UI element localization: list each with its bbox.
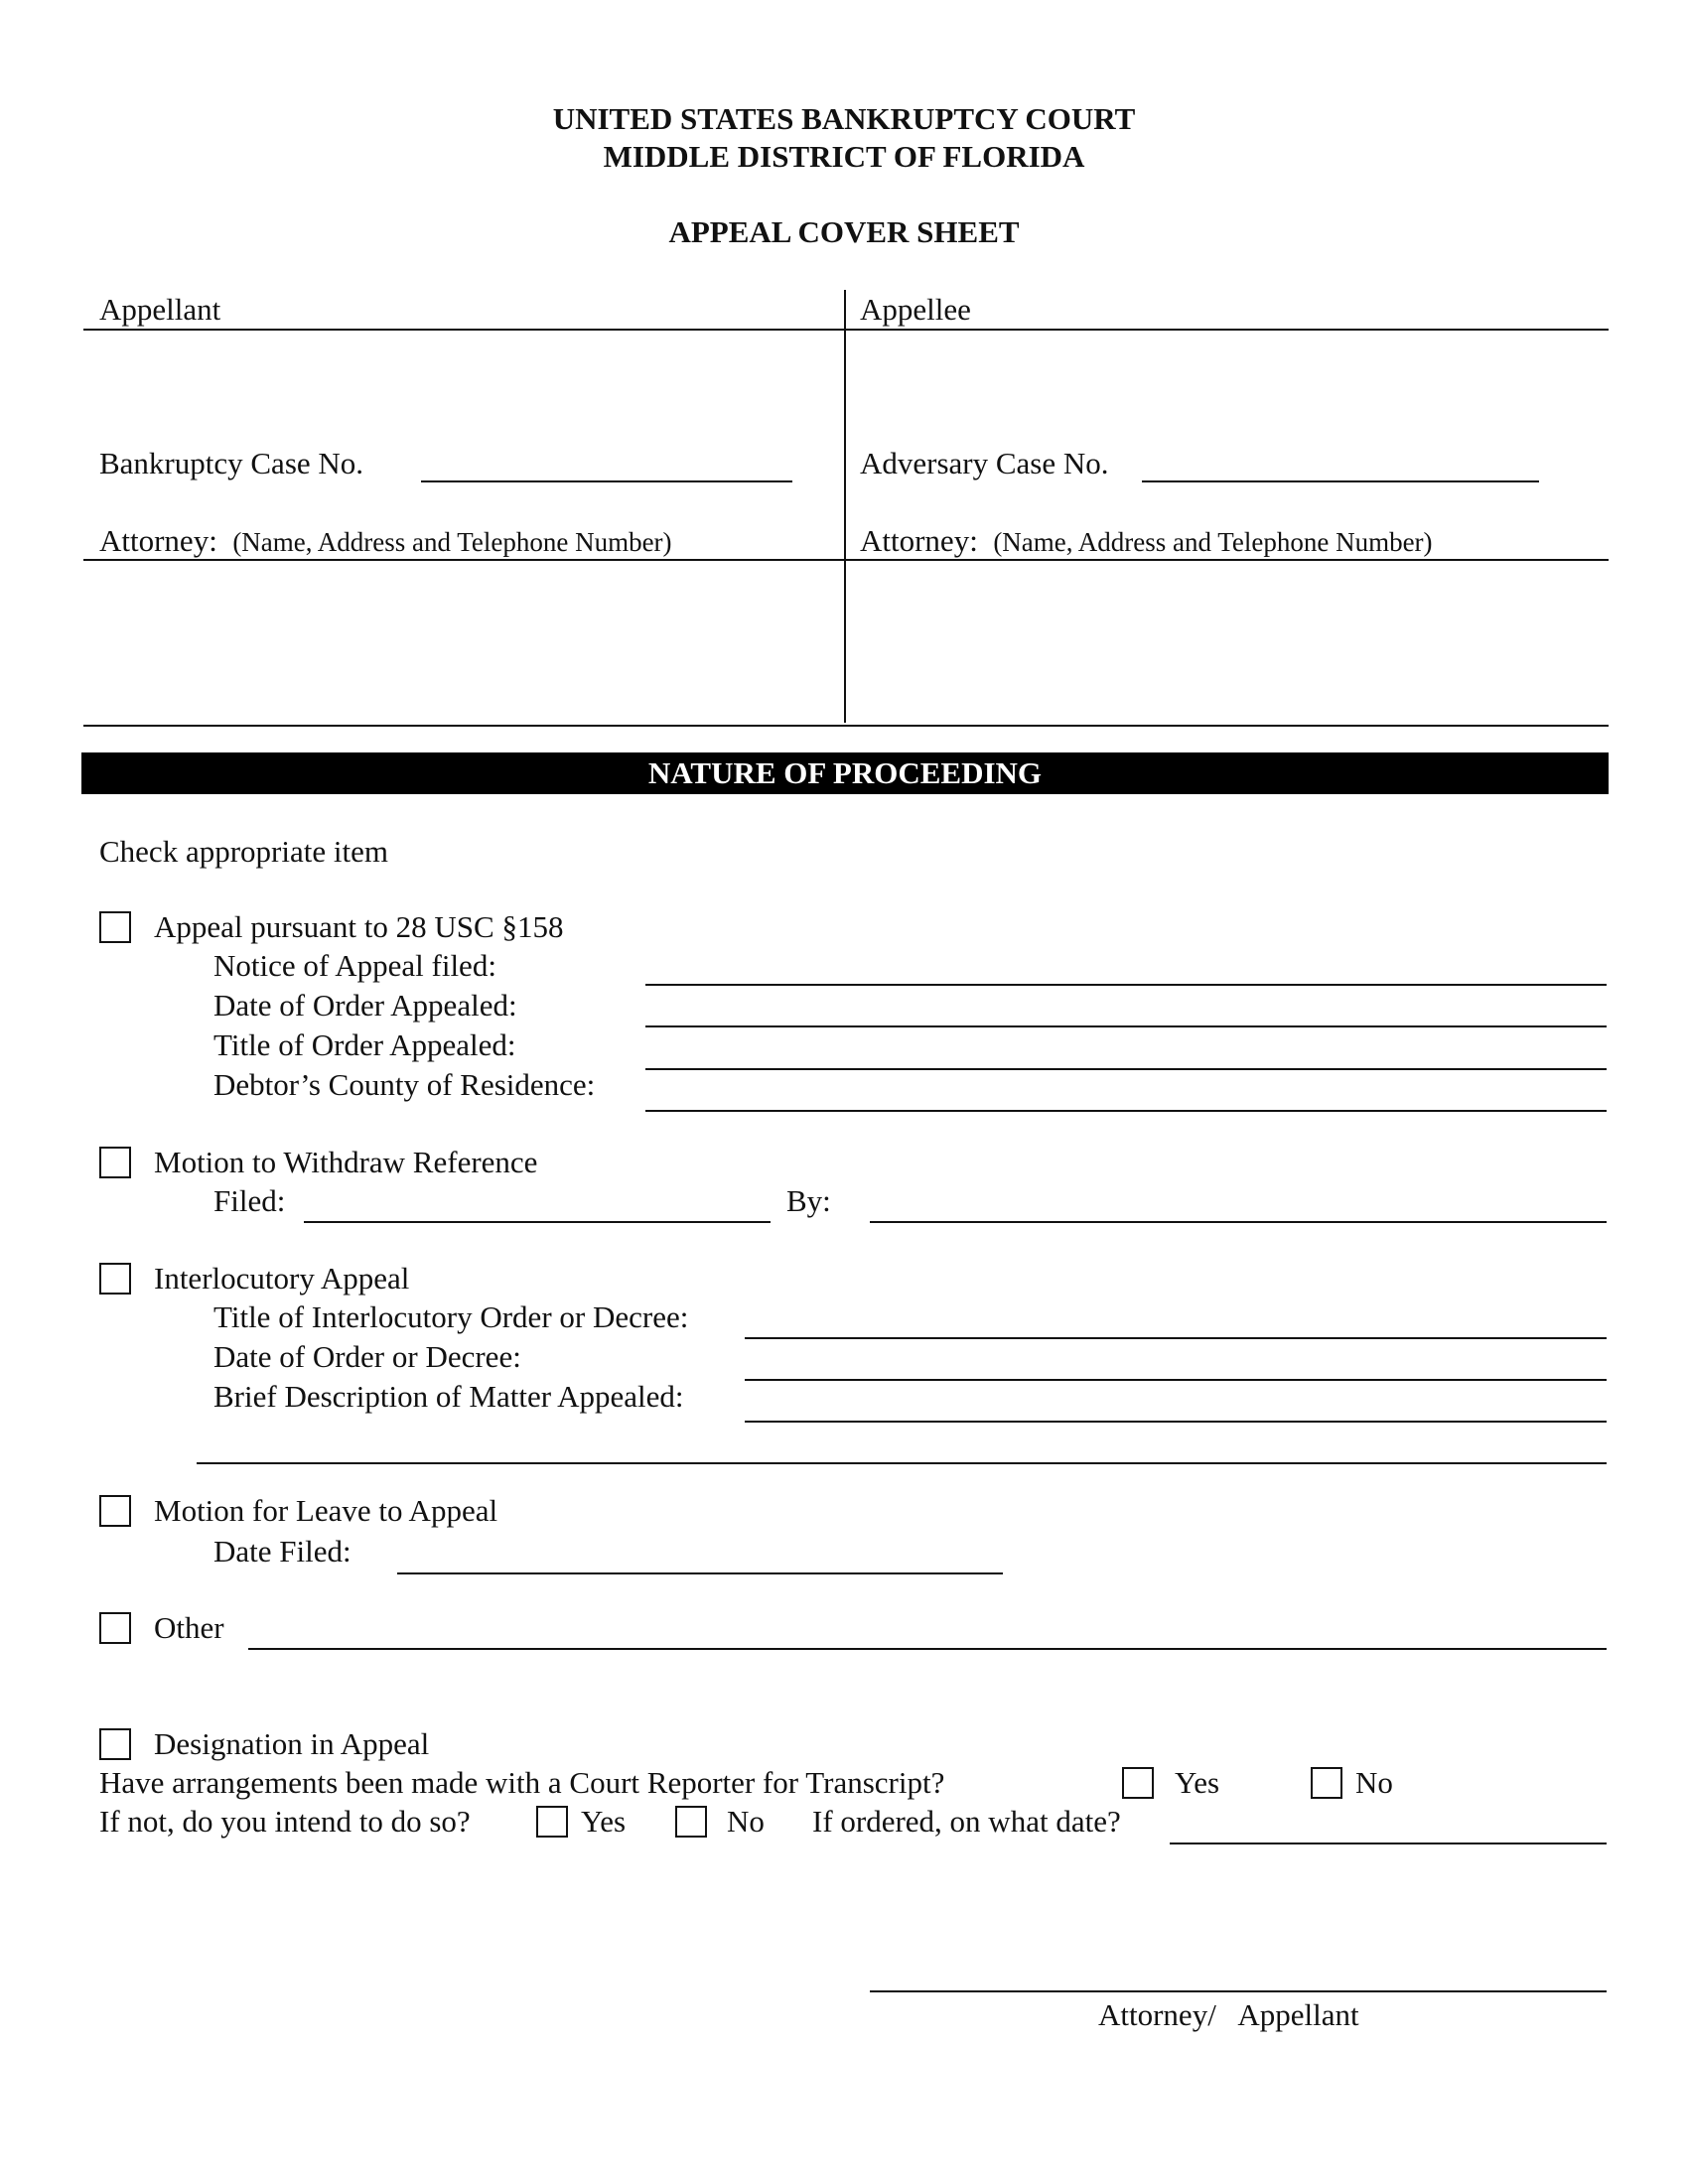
county-label: Debtor’s County of Residence: [213, 1067, 596, 1102]
appellant-label: Appellant [99, 292, 221, 327]
designation-checkbox[interactable] [99, 1728, 131, 1760]
interlocutory-description-line [745, 1421, 1607, 1423]
withdraw-by-line [870, 1221, 1607, 1223]
withdraw-checkbox[interactable] [99, 1147, 131, 1178]
date-order-line [645, 1025, 1607, 1027]
transcript-no-checkbox[interactable] [1311, 1767, 1342, 1799]
title-order-label: Title of Order Appealed: [213, 1027, 516, 1062]
county-line [645, 1110, 1607, 1112]
section-banner [81, 752, 1609, 794]
interlocutory-title-field[interactable] [745, 1302, 1607, 1336]
appellant-attorney-hint: (Name, Address and Telephone Number) [232, 527, 672, 557]
interlocutory-description-field-2[interactable] [197, 1428, 1607, 1461]
section-banner-text: NATURE OF PROCEEDING [647, 755, 1043, 790]
parties-bottom-rule [83, 725, 1609, 727]
county-field[interactable] [645, 1074, 1607, 1108]
appellant-name-field[interactable] [99, 347, 824, 381]
column-divider [844, 290, 846, 723]
appellee-attorney-row [860, 523, 1433, 560]
withdraw-filed-line [304, 1221, 771, 1223]
ordered-date-line [1170, 1843, 1607, 1844]
other-field[interactable] [248, 1612, 1607, 1646]
leave-date-line [397, 1572, 1003, 1574]
appellant-attorney-row [99, 523, 672, 560]
interlocutory-date-label: Date of Order or Decree: [213, 1339, 521, 1374]
interlocutory-checkbox[interactable] [99, 1263, 131, 1295]
court-name: UNITED STATES BANKRUPTCY COURT [552, 101, 1136, 136]
appellee-attorney-field[interactable] [860, 586, 1595, 619]
appellee-name-field[interactable] [860, 347, 1595, 381]
transcript-question: Have arrangements been made with a Court Reporter for Transcript? [99, 1765, 945, 1800]
signature-label: Attorney/ Appellant [1098, 1997, 1359, 2032]
leave-date-label: Date Filed: [213, 1534, 352, 1569]
transcript-yes-checkbox[interactable] [1122, 1767, 1154, 1799]
notice-filed-line [645, 984, 1607, 986]
interlocutory-description-line-2 [197, 1462, 1607, 1464]
appellee-attorney-hint: (Name, Address and Telephone Number) [993, 527, 1433, 557]
appellant-attorney-field[interactable] [99, 586, 824, 619]
ordered-date-field[interactable] [1170, 1807, 1607, 1841]
parties-top-rule [83, 329, 1609, 331]
bankruptcy-case-label: Bankruptcy Case No. [99, 446, 364, 480]
appeal-158-label: Appeal pursuant to 28 USC §158 [154, 909, 564, 944]
withdraw-filed-field[interactable] [304, 1186, 771, 1220]
leave-label: Motion for Leave to Appeal [154, 1493, 498, 1528]
title-order-line [645, 1068, 1607, 1070]
signature-field[interactable] [870, 1954, 1607, 1987]
designation-label: Designation in Appeal [154, 1726, 430, 1761]
intend-yes-checkbox[interactable] [536, 1806, 568, 1838]
appeal-158-checkbox[interactable] [99, 911, 131, 943]
appellee-label: Appellee [860, 292, 971, 327]
other-line [248, 1648, 1607, 1650]
date-order-field[interactable] [645, 991, 1607, 1024]
withdraw-filed-label: Filed: [213, 1183, 286, 1218]
other-checkbox[interactable] [99, 1612, 131, 1644]
interlocutory-date-line [745, 1379, 1607, 1381]
other-label: Other [154, 1610, 224, 1645]
notice-filed-field[interactable] [645, 949, 1607, 983]
form-title: APPEAL COVER SHEET [668, 214, 1020, 249]
interlocutory-label: Interlocutory Appeal [154, 1261, 410, 1296]
withdraw-by-label: By: [786, 1183, 831, 1218]
date-order-label: Date of Order Appealed: [213, 988, 517, 1023]
instructions-text: Check appropriate item [99, 834, 388, 869]
interlocutory-description-label: Brief Description of Matter Appealed: [213, 1379, 684, 1414]
notice-filed-label: Notice of Appeal filed: [213, 948, 496, 983]
transcript-no-label: No [1355, 1765, 1393, 1800]
withdraw-label: Motion to Withdraw Reference [154, 1145, 538, 1179]
bankruptcy-case-line [421, 480, 792, 482]
adversary-case-field[interactable] [1142, 443, 1539, 477]
withdraw-by-field[interactable] [870, 1186, 1607, 1220]
district-name: MIDDLE DISTRICT OF FLORIDA [603, 139, 1085, 174]
bankruptcy-case-field[interactable] [421, 443, 792, 477]
adversary-case-label: Adversary Case No. [860, 446, 1109, 480]
intend-no-checkbox[interactable] [675, 1806, 707, 1838]
adversary-case-line [1142, 480, 1539, 482]
interlocutory-title-label: Title of Interlocutory Order or Decree: [213, 1299, 689, 1334]
leave-checkbox[interactable] [99, 1495, 131, 1527]
transcript-yes-label: Yes [1175, 1765, 1220, 1800]
intend-yes-label: Yes [581, 1804, 627, 1839]
leave-date-field[interactable] [397, 1537, 1003, 1570]
signature-line [870, 1990, 1607, 1992]
intend-question: If not, do you intend to do so? [99, 1804, 471, 1839]
appellee-attorney-label: Attorney: [860, 523, 978, 558]
appellant-attorney-label: Attorney: [99, 523, 217, 558]
title-order-field[interactable] [645, 1032, 1607, 1066]
interlocutory-title-line [745, 1337, 1607, 1339]
attorney-rule [83, 559, 1609, 561]
interlocutory-description-field[interactable] [745, 1386, 1607, 1420]
intend-no-label: No [727, 1804, 765, 1839]
interlocutory-date-field[interactable] [745, 1344, 1607, 1378]
ordered-date-label: If ordered, on what date? [812, 1804, 1121, 1839]
